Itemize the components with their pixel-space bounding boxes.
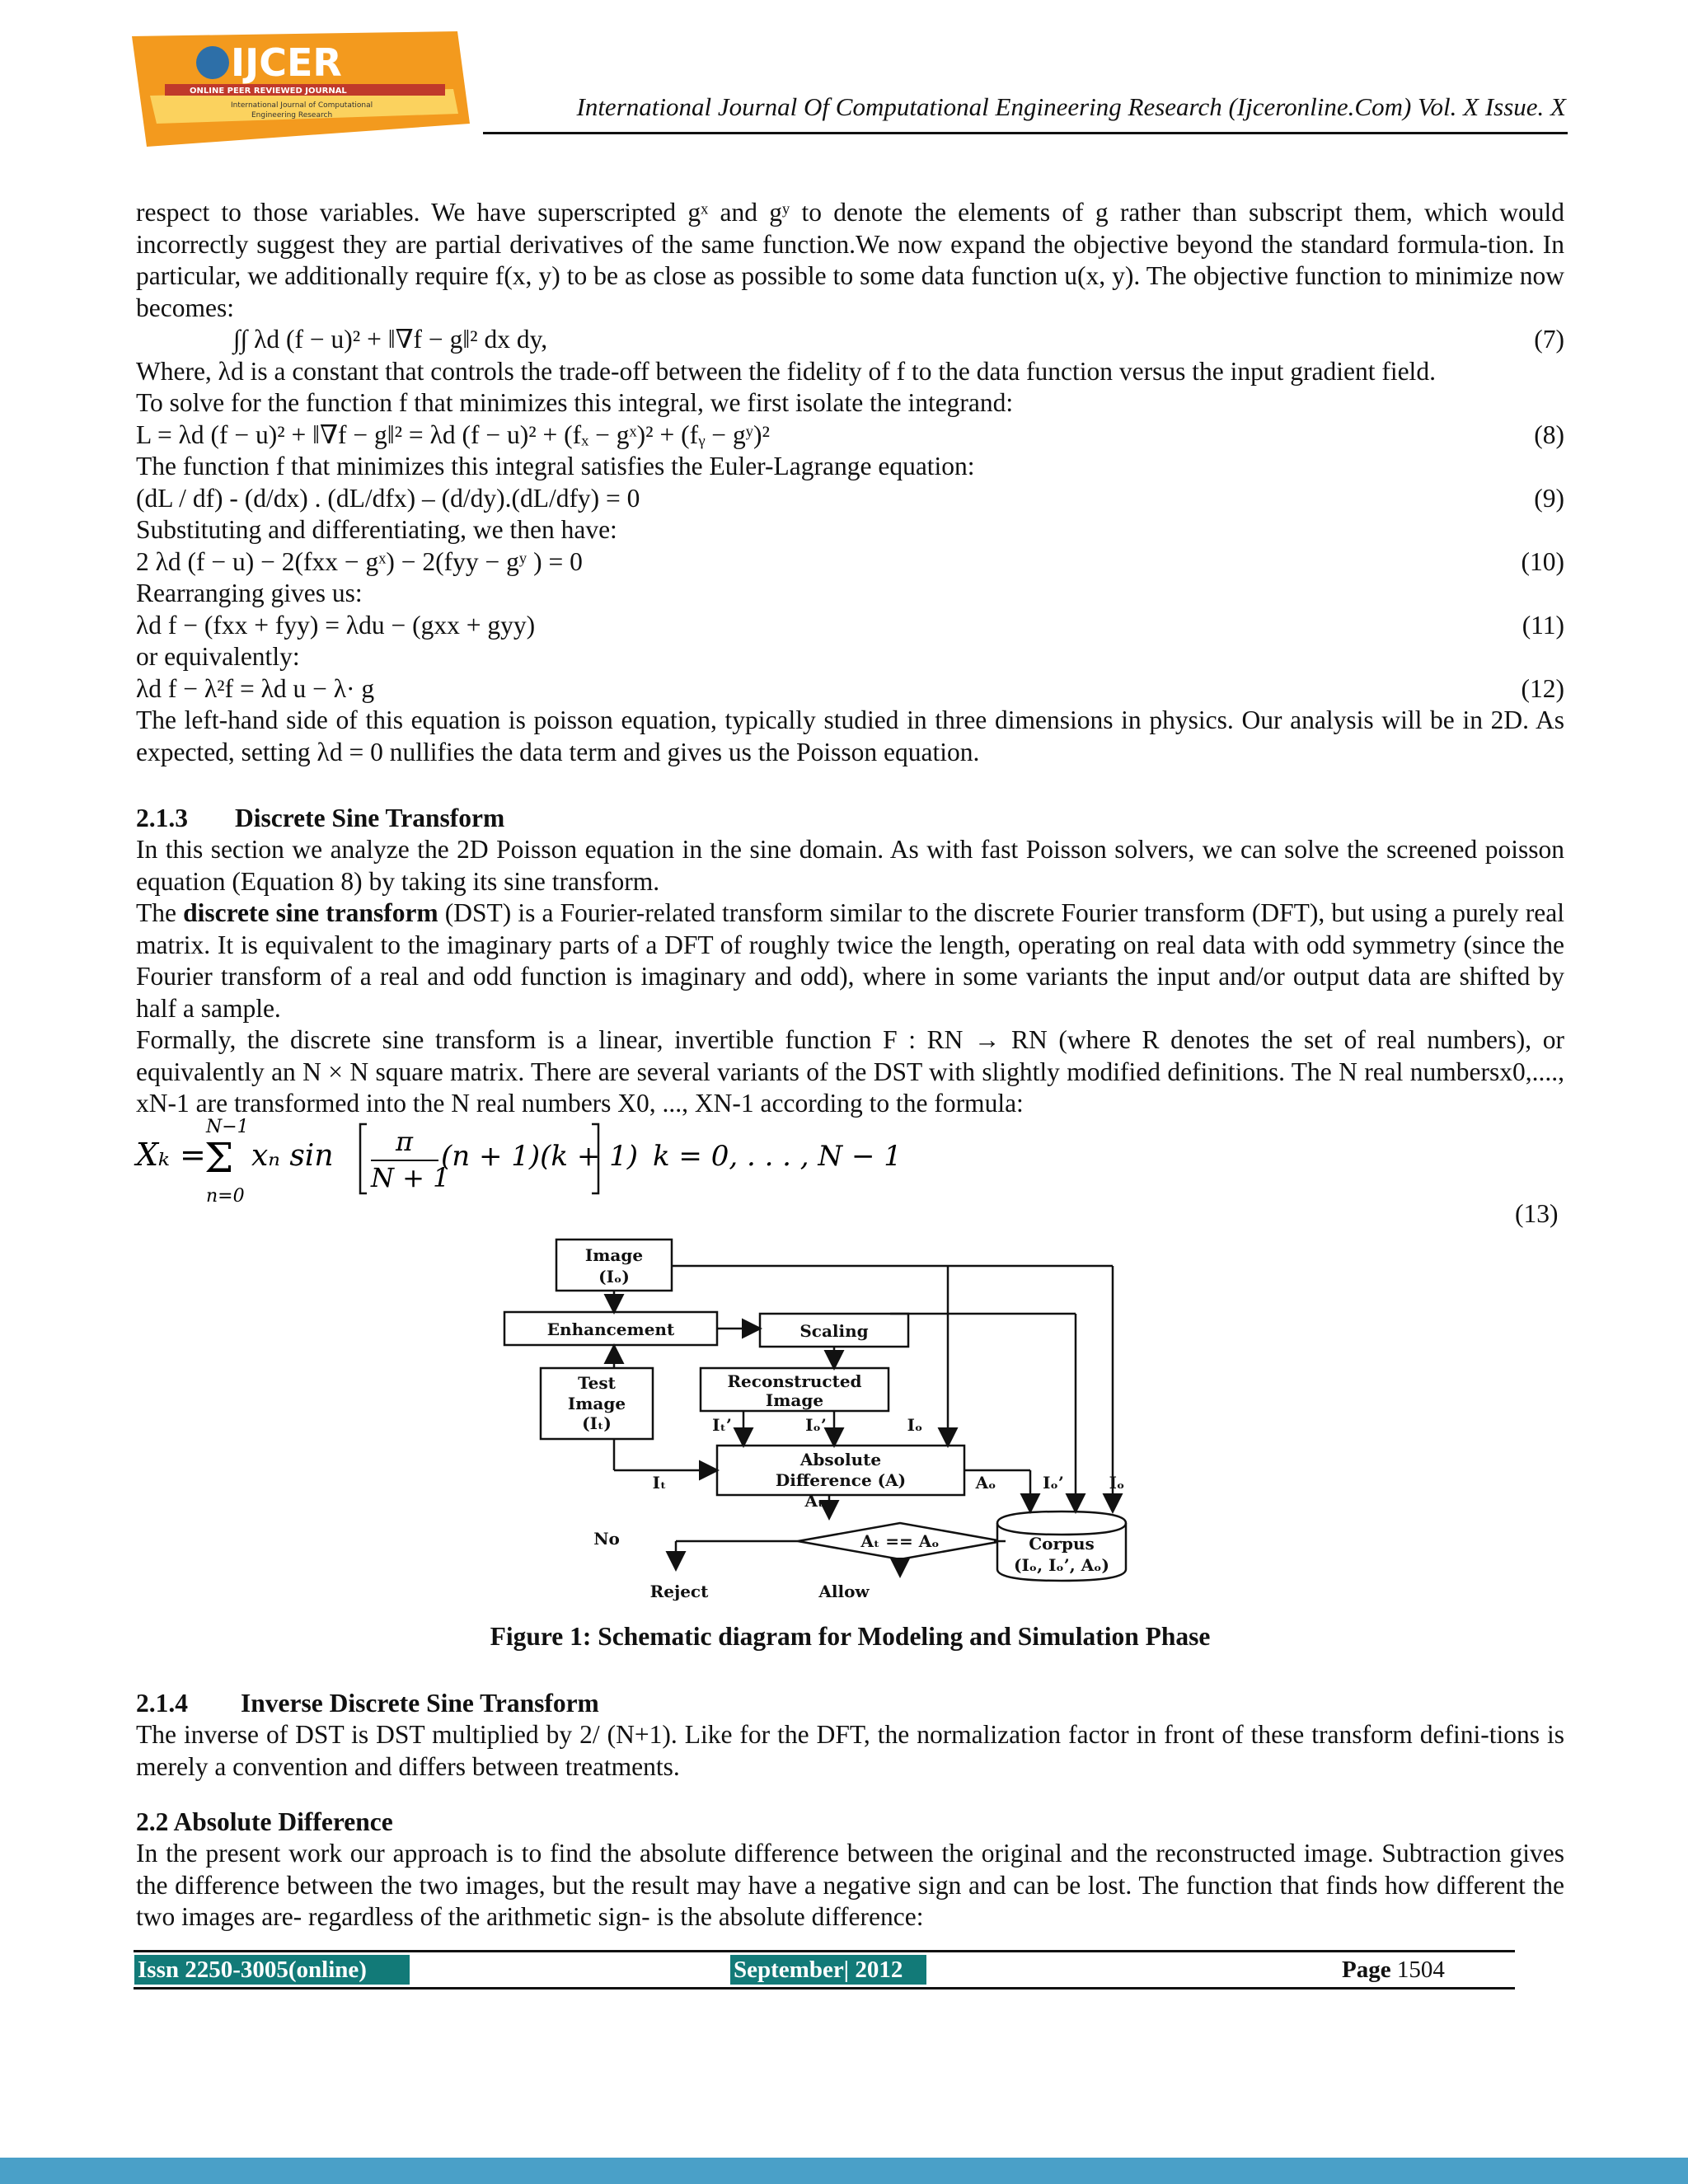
svg-text:Xₖ =: Xₖ = xyxy=(136,1137,206,1173)
solve-line: To solve for the function f that minimizes this integral, we first isolate the integrand: xyxy=(136,388,1014,417)
footer-rule-bottom xyxy=(134,1987,1515,1990)
equation-number: (11) xyxy=(1522,610,1564,640)
equations-block xyxy=(136,324,1564,768)
svg-text:xₙ sin: xₙ sin xyxy=(251,1139,334,1173)
equation-number-13: (13) xyxy=(1515,1199,1559,1228)
equation-8: L = λd (f − u)² + ‖∇f − g‖² = λd (f − u)² + (fₓ − gˣ)² + (fᵧ − gʸ)² (8) xyxy=(136,419,1564,452)
svg-text:Iₒ’: Iₒ’ xyxy=(805,1415,827,1435)
svg-text:(n + 1)(k + 1): (n + 1)(k + 1) xyxy=(441,1140,639,1173)
svg-text:Aₒ: Aₒ xyxy=(975,1473,996,1493)
svg-text:Corpus: Corpus xyxy=(1029,1534,1095,1554)
dst-intro-paragraph: In this section we analyze the 2D Poisson equation in the sine domain. As with fast Poisson solvers, we can solve the screened poisson equation (Equation 8) by taking its sine transform. xyxy=(136,835,1564,896)
journal-title: International Journal Of Computational Engineering Research (Ijceronline.Com) Vol. X Issue. X xyxy=(576,92,1566,121)
svg-text:International Journal of Compu: International Journal of Computational xyxy=(231,101,373,110)
footer-page: Page 1504 xyxy=(1342,1957,1445,1983)
poisson-paragraph: The left-hand side of this equation is poisson equation, typically studied in three dimensions in physics. Our analysis will be in 2D. As expected, setting λd = 0 nullifies the data term and gives us the Poisson equation. xyxy=(136,705,1564,766)
footer-issn: Issn 2250-3005(online) xyxy=(134,1955,410,1985)
rearrange-line: Rearranging gives us: xyxy=(136,579,363,607)
equation-9: (dL / df) - (d/dx) . (dL/dfx) – (d/dy).(dL/dfy) = 0 (9) xyxy=(136,483,1564,515)
svg-text:Iₒ: Iₒ xyxy=(907,1415,923,1435)
journal-logo xyxy=(132,31,470,147)
svg-text:Image: Image xyxy=(584,1245,644,1265)
svg-text:Iₒ’: Iₒ’ xyxy=(1043,1473,1064,1493)
dst-definition-paragraph: The discrete sine transform (DST) is a Fourier-related transform similar to the discrete Fourier transform (DFT), but using a purely real matrix. It is equivalent to the imaginary parts of a DFT of roughly twice the length, operating on real data with odd symmetry (since the Fourier transform of a real and odd function is imaginary and odd), where in some variants the input and/or output data are shifted by half a sample. xyxy=(136,898,1564,1023)
svg-text:(Iₒ): (Iₒ) xyxy=(598,1267,630,1286)
svg-text:(Iₒ, Iₒ’, Aₒ): (Iₒ, Iₒ’, Aₒ) xyxy=(1013,1555,1110,1575)
figure-caption: Figure 1: Schematic diagram for Modeling and Simulation Phase xyxy=(490,1622,1211,1651)
svg-text:No: No xyxy=(593,1529,620,1549)
svg-text:Aₜ: Aₜ xyxy=(804,1491,824,1511)
equation-number: (8) xyxy=(1534,419,1564,449)
section-heading-2-1-4: 2.1.4 Inverse Discrete Sine Transform xyxy=(136,1689,599,1718)
svg-text:N + 1: N + 1 xyxy=(371,1162,450,1193)
equation-10: 2 λd (f − u) − 2(fxx − gˣ) − 2(fyy − gʸ ) = 0 (10) xyxy=(136,546,1564,579)
equation-11: λd f − (fxx + fyy) = λdu − (gxx + gyy) (11) xyxy=(136,610,1564,642)
svg-text:Absolute: Absolute xyxy=(799,1450,882,1469)
svg-text:π: π xyxy=(396,1126,414,1157)
equation-12: λd f − λ²f = λd u − λ· g (12) xyxy=(136,673,1564,705)
section-heading-2-1-3: 2.1.3 Discrete Sine Transform xyxy=(136,804,505,832)
equation-number: (12) xyxy=(1521,673,1564,703)
dst-term: discrete sine transform xyxy=(183,898,438,927)
viewer-bottom-bar xyxy=(0,2158,1688,2184)
dst-formal-paragraph: Formally, the discrete sine transform is a linear, invertible function F : RN → RN (where R denotes the set of real numbers), or equivalently an N × N square matrix. There are several variants of the DST with slightly modified definitions. The N real numbersx0,...., xN-1 are transformed into the N real numbers X0, ..., XN-1 according to the formula: xyxy=(136,1025,1564,1118)
svg-text:Iₜ: Iₜ xyxy=(652,1473,667,1493)
svg-text:Iₜ’: Iₜ’ xyxy=(712,1415,732,1435)
svg-text:n=0: n=0 xyxy=(206,1186,245,1207)
svg-text:ONLINE PEER REVIEWED JOURNAL: ONLINE PEER REVIEWED JOURNAL xyxy=(190,87,347,96)
equation-number: (10) xyxy=(1521,546,1564,576)
svg-text:Enhancement: Enhancement xyxy=(546,1319,675,1339)
schematic-diagram xyxy=(478,1228,1220,1615)
equation-7: ∫∫ λd (f − u)² + ‖∇f − g‖² dx dy, (7) xyxy=(136,324,1564,356)
svg-text:Aₜ == Aₒ: Aₜ == Aₒ xyxy=(860,1531,940,1551)
svg-text:k = 0, . . . , N − 1: k = 0, . . . , N − 1 xyxy=(653,1140,902,1173)
footer-rule-top xyxy=(134,1950,1515,1952)
svg-text:Difference (A): Difference (A) xyxy=(775,1470,907,1490)
equivalently-line: or equivalently: xyxy=(136,642,300,671)
svg-text:Image: Image xyxy=(765,1390,824,1410)
header-rule xyxy=(483,132,1568,134)
euler-line: The function f that minimizes this integral satisfies the Euler-Lagrange equation: xyxy=(136,452,975,480)
section-2-2-body: In the present work our approach is to find the absolute difference between the original and the reconstructed image. Subtraction gives the difference between the two images, but the result may have a negative sign and can be lost. The function that finds how different the two images are- regardless of the arithmetic sign- is the absolute difference: xyxy=(136,1839,1564,1931)
section-2-1-3-body xyxy=(136,834,1564,1120)
svg-text:Engineering Research: Engineering Research xyxy=(251,111,333,120)
svg-text:Iₒ: Iₒ xyxy=(1109,1473,1125,1493)
where-line: Where, λd is a constant that controls the trade-off between the fidelity of f to the data function versus the input gradient field. xyxy=(136,356,1436,386)
svg-text:IJCER: IJCER xyxy=(231,40,342,85)
footer-date: September| 2012 xyxy=(730,1955,926,1985)
svg-text:Reject: Reject xyxy=(649,1582,709,1601)
svg-text:Image: Image xyxy=(567,1394,626,1413)
dst-formula xyxy=(132,1114,1566,1238)
svg-text:N−1: N−1 xyxy=(206,1117,249,1137)
svg-text:Σ: Σ xyxy=(204,1134,234,1182)
equation-number: (7) xyxy=(1534,325,1564,354)
section-2-1-4-body: The inverse of DST is DST multiplied by 2/ (N+1). Like for the DFT, the normalization factor in front of these transform defini-tions is merely a convention and differs between treatments. xyxy=(136,1720,1564,1781)
svg-text:Scaling: Scaling xyxy=(799,1321,869,1341)
section-heading-2-2: 2.2 Absolute Difference xyxy=(136,1807,393,1836)
svg-text:(Iₜ): (Iₜ) xyxy=(582,1413,612,1433)
svg-text:Test: Test xyxy=(578,1373,616,1393)
substitute-line: Substituting and differentiating, we then have: xyxy=(136,515,617,544)
svg-text:Reconstructed: Reconstructed xyxy=(727,1371,862,1391)
intro-paragraph: respect to those variables. We have superscripted gˣ and gʸ to denote the elements of g rather than subscript them, which would incorrectly suggest they are partial derivatives of the same function.We now expand the objective beyond the standard formula-tion. In particular, we additionally require f(x, y) to be as close as possible to some data function u(x, y). The objective function to minimize now becomes: xyxy=(136,198,1564,322)
svg-text:Allow: Allow xyxy=(818,1582,870,1601)
equation-number: (9) xyxy=(1534,483,1564,513)
